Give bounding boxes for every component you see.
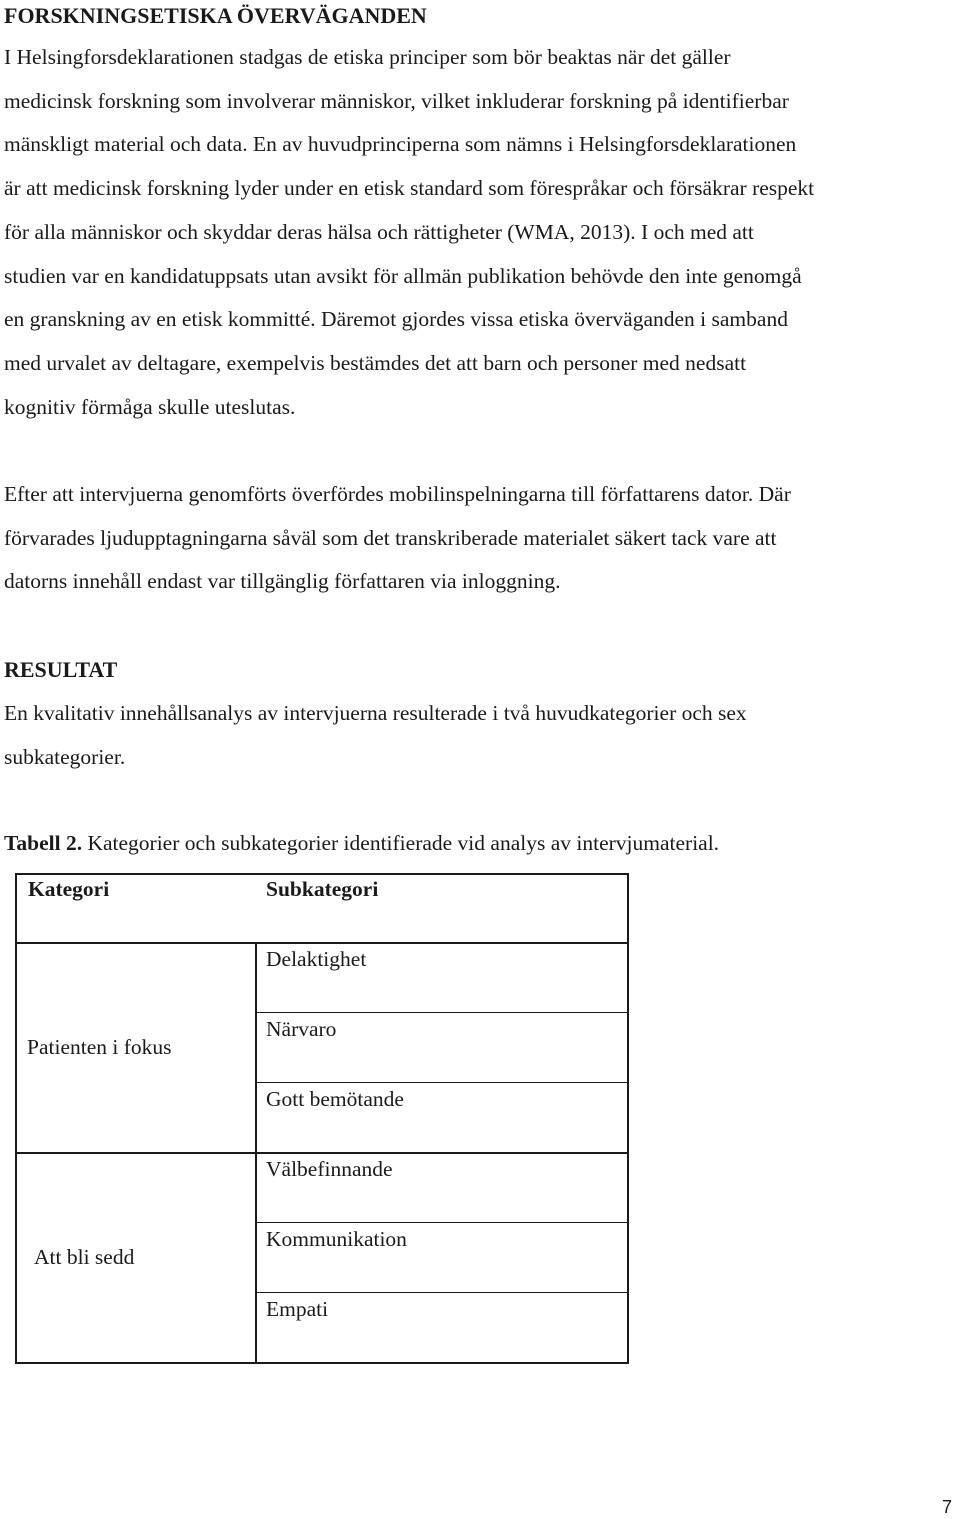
text-line: förvarades ljudupptagningarna såväl som det transkriberade materialet säkert tack vare att	[4, 525, 777, 550]
text-line: medicinsk forskning som involverar människor, vilket inkluderar forskning på identifierbar	[4, 88, 789, 113]
ethics-paragraph-2	[4, 473, 960, 604]
results-paragraph	[4, 692, 960, 779]
text-line: för alla människor och skyddar deras hälsa och rättigheter (WMA, 2013). I och med att	[4, 219, 754, 244]
table-cell-subcategory: Kommunikation	[266, 1227, 407, 1251]
ethics-paragraph-1	[4, 36, 960, 429]
section-heading-results: RESULTAT	[4, 657, 118, 682]
table-border-left	[15, 873, 17, 1364]
text-line: datorns innehåll endast var tillgänglig författaren via inloggning.	[4, 569, 561, 594]
text-line: Efter att intervjuerna genomförts överfördes mobilinspelningarna till författarens dator. Där	[4, 482, 791, 506]
table-row-divider	[255, 1222, 629, 1223]
text-line: kognitiv förmåga skulle uteslutas.	[4, 394, 296, 419]
table-row-divider	[255, 1292, 629, 1293]
text-line: en granskning av en etisk kommitté. Däremot gjordes vissa etiska överväganden i samband	[4, 307, 788, 332]
table-group-divider	[15, 1152, 629, 1154]
table-cell-subcategory: Närvaro	[266, 1017, 337, 1041]
table-header-category: Kategori	[28, 877, 110, 901]
table-header-subcategory: Subkategori	[266, 877, 379, 901]
text-line: studien var en kandidatuppsats utan avsikt för allmän publikation behövde den inte genomgå	[4, 263, 802, 288]
table-cell-category: Patienten i fokus	[27, 1035, 172, 1059]
table-caption-text: Kategorier och subkategorier identifierade vid analys av intervjumaterial.	[82, 831, 720, 855]
page-number: 7	[941, 1497, 952, 1517]
table-border-right	[627, 873, 629, 1364]
text-line: är att medicinsk forskning lyder under en etisk standard som förespråkar och försäkrar respekt	[4, 176, 815, 201]
table-border-bottom	[15, 1362, 629, 1364]
text-line: I Helsingforsdeklarationen stadgas de etiska principer som bör beaktas när det gäller	[4, 45, 731, 69]
section-heading-ethics: FORSKNINGSETISKA ÖVERVÄGANDEN	[4, 3, 427, 28]
table-cell-subcategory: Delaktighet	[266, 947, 367, 971]
text-line: med urvalet av deltagare, exempelvis bestämdes det att barn och personer med nedsatt	[4, 350, 747, 375]
table-caption-label: Tabell 2.	[4, 831, 83, 855]
table-cell-subcategory: Empati	[266, 1297, 329, 1321]
table-cell-subcategory: Välbefinnande	[266, 1157, 393, 1181]
table-row-divider	[255, 1012, 629, 1013]
text-line: mänskligt material och data. En av huvudprinciperna som nämns i Helsingforsdeklarationen	[4, 132, 797, 157]
text-line: En kvalitativ innehållsanalys av intervjuerna resulterade i två huvudkategorier och sex	[4, 701, 747, 725]
table-row-divider	[255, 1082, 629, 1083]
table-caption	[4, 828, 719, 858]
table-header-divider	[15, 942, 629, 944]
text-line: subkategorier.	[4, 744, 126, 769]
table-cell-category: Att bli sedd	[34, 1245, 135, 1269]
table-cell-subcategory: Gott bemötande	[266, 1087, 404, 1111]
